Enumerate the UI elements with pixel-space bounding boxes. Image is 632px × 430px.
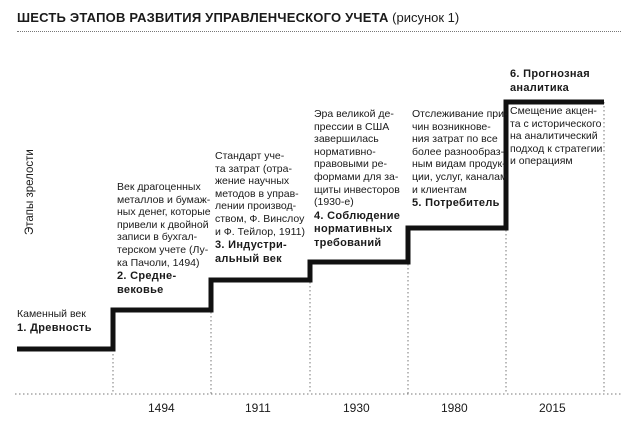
year-label: 2015 [539, 401, 566, 415]
stage-1-description: Каменный век [17, 308, 86, 320]
stage-5-title: 5. Потребитель [412, 197, 500, 210]
stage-4-title: 4. Соблюдение нормативных требований [314, 209, 401, 249]
y-axis-label: Этапы зрелости [24, 149, 36, 235]
stage-3 [215, 150, 305, 266]
stage-2-description: Век драгоценных металлов и бумаж- ных денег, которые привели к двойной записи в бухгал- терском учете (Лу- ка Пачоли, 1494) [117, 181, 211, 269]
stage-4-description: Эра великой де- прессии в США завершилась нормативно- правовыми ре- формами для за- щиты инвесторов (1930-е) [314, 108, 400, 209]
stage-2-title: 2. Средне- вековье [117, 270, 177, 296]
stage-6-title: 6. Прогнозная аналитика [510, 68, 590, 94]
stage-3-description: Стандарт уче- та затрат (отра- жение научных методов в управ- лении производ- ством, Ф. Винслоу и Ф. Тейлор, 1911) [215, 150, 305, 238]
stage-3-title: 3. Индустри- альный век [215, 239, 287, 265]
year-label: 1980 [441, 401, 468, 415]
stage-1 [17, 308, 92, 335]
year-label: 1911 [245, 401, 271, 415]
stage-6 [510, 68, 602, 168]
stage-6-description: Смещение акцен- та с исторического на аналитический подход к стратегии и операциям [510, 105, 603, 168]
year-label: 1930 [343, 401, 370, 415]
stage-1-title: 1. Древность [17, 321, 92, 334]
title-figure-ref: (рисунок 1) [388, 10, 460, 25]
stage-2 [117, 181, 211, 297]
stage-4 [314, 108, 400, 250]
year-label: 1494 [148, 401, 175, 415]
stage-5-description: Отслеживание при- чин возникнове- ния затрат по все более разнообраз- ным видам продук- ции, услуг, каналам и клиентам [412, 108, 508, 196]
stage-5 [412, 108, 507, 211]
title-main: ШЕСТЬ ЭТАПОВ РАЗВИТИЯ УПРАВЛЕНЧЕСКОГО УЧЕТА [17, 10, 389, 25]
